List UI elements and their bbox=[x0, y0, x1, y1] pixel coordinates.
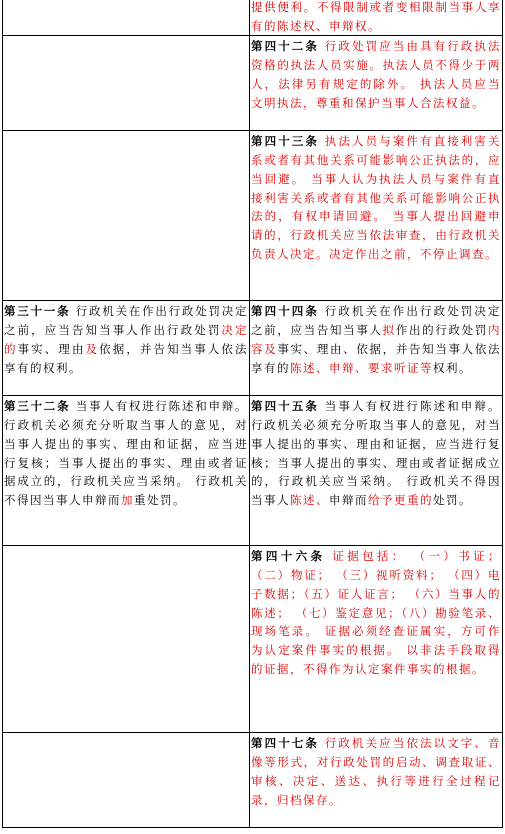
amended-text: 证据包括： （一）书证； （二）物证； （三）视听资料； （四）电子数据；（五）证人证言； （六）当事人的陈述； （七）鉴定意见；（八）勘验笔录、现场笔录。 证据必须经查证属实，方可作为认定案件事实的根据。 以非法手段取得的证据，不得作为认定案件事实的根据。 bbox=[251, 549, 502, 676]
article-number: 第四十七条 bbox=[251, 736, 320, 751]
article-number: 第四十四条 bbox=[251, 304, 320, 319]
old-provision-cell bbox=[3, 0, 250, 36]
new-provision-cell bbox=[250, 733, 503, 828]
provision-text: 处罚。 bbox=[433, 492, 472, 507]
new-provision-cell bbox=[250, 0, 503, 36]
old-provision-cell bbox=[3, 131, 250, 301]
table-row bbox=[3, 0, 503, 36]
amended-text: 提供便利。不得限制或者变相限制当事人享有的陈述权、申辩权。 bbox=[251, 0, 501, 33]
amended-text: 给予更重的 bbox=[368, 492, 433, 507]
table-row bbox=[3, 733, 503, 828]
article-number: 第四十五条 bbox=[251, 399, 320, 414]
provision-text: 权利。 bbox=[433, 360, 472, 375]
amended-text: 拟 bbox=[382, 323, 396, 338]
old-provision-cell bbox=[3, 301, 250, 396]
article-number: 第四十三条 bbox=[251, 134, 320, 149]
table-row bbox=[3, 396, 503, 546]
table-row bbox=[3, 131, 503, 301]
table-row bbox=[3, 301, 503, 396]
provision-text: 行政机关在作出行政处罚决定之前，应当告知当事人 bbox=[251, 304, 502, 338]
amended-text: 加 bbox=[121, 492, 134, 507]
amended-text: 行政机关应当依法以文字、音像等形式，对行政处罚的启动、调查取证、审核、决定、送达、执行等进行全过程记录，归档保存。 bbox=[251, 736, 502, 807]
amended-text: 陈述、申辩、要求听证等 bbox=[290, 360, 433, 375]
amended-text: 陈述、 bbox=[290, 492, 329, 507]
article-number: 第四十六条 bbox=[251, 549, 326, 564]
amended-text: 行政处罚应当由具有行政执法资格的执法人员实施。执法人员不得少于两人，法律另有规定的除外。 执法人员应当文明执法，尊重和保护当事人合法权益。 bbox=[251, 39, 502, 110]
article-number: 第三十二条 bbox=[4, 399, 71, 414]
old-provision-cell bbox=[3, 546, 250, 733]
old-provision-cell bbox=[3, 733, 250, 828]
old-provision-cell bbox=[3, 396, 250, 546]
provision-text: 当事人有权进行陈述和申辩。行政机关必须充分听取当事人的意见，对当事人提出的事实、理由和证据，应当进行复核；当事人提出的事实、理由或者证据成立的，行政机关应当采纳。 行政机关不得因当事人申辩而 bbox=[4, 399, 249, 507]
article-number: 第三十一条 bbox=[4, 304, 71, 319]
provision-text: 作出的行政处罚 bbox=[395, 323, 489, 338]
provision-text: 依据，并告知当事人依法享有的权利。 bbox=[4, 341, 249, 375]
amended-text: 决定的 bbox=[4, 323, 249, 356]
provision-text: 行政机关在作出行政处罚决定之前，应当告知当事人作出行政处罚 bbox=[4, 304, 249, 338]
old-provision-cell bbox=[3, 36, 250, 131]
new-provision-cell bbox=[250, 546, 503, 733]
table-row bbox=[3, 546, 503, 733]
amended-text: 内容及 bbox=[251, 323, 502, 356]
provision-text: 事实、理由 bbox=[17, 341, 86, 356]
provision-text: 重处罚。 bbox=[134, 492, 186, 507]
new-provision-cell bbox=[250, 36, 503, 131]
new-provision-cell bbox=[250, 396, 503, 546]
provision-text: 申辩而 bbox=[329, 492, 368, 507]
table-row bbox=[3, 36, 503, 131]
amended-text: 执法人员与案件有直接利害关系或者有其他关系可能影响公正执法的，应当回避。 当事人认为执法人员与案件有直接利害关系或者有其他关系可能影响公正执法的，有权申请回避。 当事人提出回避申请的，行政机关应当依法审查，由行政机关负责人决定。决定作出之前，不停止调查。 bbox=[251, 134, 502, 261]
new-provision-cell bbox=[250, 131, 503, 301]
provision-text: 事实、理由、依据，并告知当事人依法享有的 bbox=[251, 341, 502, 375]
comparison-table bbox=[2, 0, 503, 828]
article-number: 第四十二条 bbox=[251, 39, 320, 54]
new-provision-cell bbox=[250, 301, 503, 396]
amended-text: 及 bbox=[85, 341, 100, 356]
provision-text: 当事人有权进行陈述和申辩。行政机关必须充分听取当事人的意见，对当事人提出的事实、理由和证据，应当进行复核；当事人提出的事实、理由或者证据成立的，行政机关应当采纳。 行政机关不得因当事人 bbox=[251, 399, 502, 507]
